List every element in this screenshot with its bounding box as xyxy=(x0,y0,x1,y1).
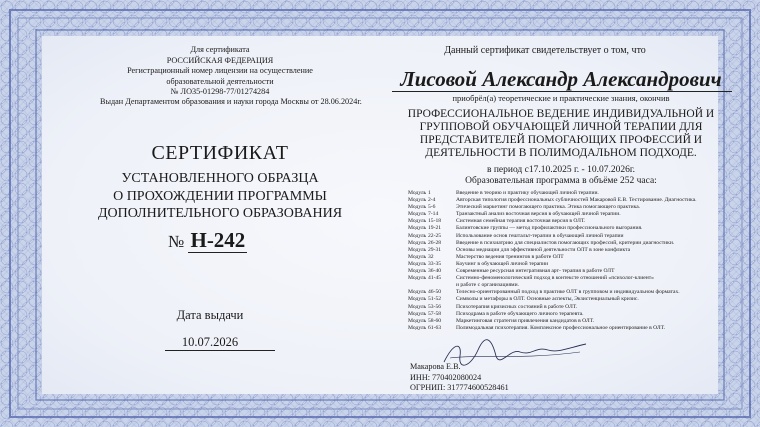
module-word: Модуль xyxy=(408,289,427,296)
program-line: ПРОФЕССИОНАЛЬНОЕ ВЕДЕНИЕ ИНДИВИДУАЛЬНОЙ И xyxy=(407,108,715,120)
acquired-text: приобрёл(а) теоретические и практические знания, окончив xyxy=(452,93,670,103)
module-word: Модуль xyxy=(408,211,427,218)
module-word: Модуль xyxy=(408,218,427,225)
module-word: Модуль xyxy=(408,296,427,303)
license-line: Для сертификата xyxy=(190,45,250,54)
module-title: Маркетинговая стратегия привлечения кандидатов в ОЛТ. xyxy=(456,317,594,324)
program-volume: Образовательная программа в объёме 252 часа: xyxy=(465,176,657,186)
module-number: 19-21 xyxy=(428,225,442,232)
module-title: Этический маркетинг помогающего практика. Этика помогающего практика. xyxy=(456,204,641,211)
module-title: Телесно-ориентированный подход в практике ОЛТ в групповом и индивидуальном форматах. xyxy=(456,289,680,296)
license-line: № ЛО35-01298-77/01274284 xyxy=(170,87,270,97)
module-title: Балинтовские группы — метод профилактики профессионального выгорания. xyxy=(456,225,643,232)
module-title: Системная семейная терапия восточная версия в ОЛТ. xyxy=(456,218,586,225)
module-title: Системно-феноменологический подход в контексте отношений «психолог-клиент» xyxy=(456,275,654,282)
module-word: Модуль xyxy=(408,190,427,196)
module-row xyxy=(408,311,728,318)
module-word: Модуль xyxy=(408,275,427,282)
module-title-continuation: и работе с организациями. xyxy=(456,282,519,289)
license-line: Регистрационный номер лицензии на осуществление xyxy=(127,66,313,76)
module-word: Модуль xyxy=(408,232,427,239)
module-number: 29-31 xyxy=(428,246,442,253)
module-row xyxy=(408,240,728,247)
module-word: Модуль xyxy=(408,303,427,310)
module-number: 36-40 xyxy=(428,268,442,275)
subtitle-line: О ПРОХОЖДЕНИИ ПРОГРАММЫ xyxy=(113,188,327,204)
module-title: Коучинг в обучающей личной терапии xyxy=(456,260,549,267)
module-number: 22-25 xyxy=(428,232,442,239)
program-title xyxy=(385,108,737,160)
module-number: 53-56 xyxy=(428,303,442,310)
module-row xyxy=(408,247,728,254)
module-word: Модуль xyxy=(408,268,427,275)
module-title: Введение в теорию и практику обучающей личной терапии. xyxy=(456,190,599,196)
module-title: Полимодальная психотерапия. Комплексное профессиональное ориентирование в ОЛТ. xyxy=(456,324,665,331)
module-title: Авторская типология профессиональных субличностей Макаровой Е.В. Тестирование. Диагностика. xyxy=(456,197,697,204)
issue-date-underline xyxy=(165,350,275,351)
module-word: Модуль xyxy=(408,324,427,331)
issue-date: 10.07.2026 xyxy=(181,335,239,349)
subtitle-line: УСТАНОВЛЕННОГО ОБРАЗЦА xyxy=(121,171,319,186)
module-number: 2-4 xyxy=(428,197,436,204)
module-word: Модуль xyxy=(408,204,427,211)
module-number: 61-63 xyxy=(428,324,442,331)
holder-underline xyxy=(392,91,732,92)
module-title: Использование основ гештальт-терапии в обучающей личной терапии xyxy=(456,232,624,239)
module-title: Психодрама в работе обучающего личного терапевта. xyxy=(456,310,584,317)
certificate-title: СЕРТИФИКАТ xyxy=(151,142,289,164)
module-number: 33-35 xyxy=(428,260,442,267)
signer-block xyxy=(410,362,509,394)
module-word: Модуль xyxy=(408,246,427,253)
module-title: Психотерапия кризисных состояний в работе ОЛТ. xyxy=(456,303,577,310)
module-number: 57-58 xyxy=(428,310,442,317)
license-block xyxy=(105,45,335,98)
intro-text: Данный сертификат свидетельствует о том, что xyxy=(444,45,646,56)
holder-name: Лисовой Александр Александрович xyxy=(400,67,722,91)
issued-by: Выдан Департаментом образования и науки города Москвы от 28.06.2024г. xyxy=(100,97,362,106)
module-number: 7-14 xyxy=(428,211,439,218)
module-word: Модуль xyxy=(408,239,427,246)
program-line: ГРУППОВОЙ ОБУЧАЮЩЕЙ ЛИЧНОЙ ТЕРАПИИ ДЛЯ xyxy=(419,121,703,133)
module-number: 1 xyxy=(428,190,431,196)
program-line: ДЕЯТЕЛЬНОСТИ В ПОЛИМОДАЛЬНОМ ПОДХОДЕ. xyxy=(425,147,697,159)
module-number: 32 xyxy=(428,253,434,260)
module-row xyxy=(408,325,728,332)
module-title: Транзактный анализ восточная версия в обучающей личной терапии. xyxy=(456,211,621,218)
module-title: Основы медиации для эффективной деятельности ОЛТ в зоне конфликта xyxy=(456,246,631,253)
module-number: 26-28 xyxy=(428,239,442,246)
module-word: Модуль xyxy=(408,260,427,267)
module-row xyxy=(408,233,728,240)
module-number: 58-60 xyxy=(428,317,442,324)
module-row xyxy=(408,261,728,268)
signer-inn: ИНН: 770402080024 xyxy=(410,372,482,382)
module-title: Символы и метафоры в ОЛТ. Основные аспекты, Экзистенциальный кризис. xyxy=(456,296,639,303)
module-row xyxy=(408,225,728,232)
license-line: РОССИЙСКАЯ ФЕДЕРАЦИЯ xyxy=(166,55,274,65)
module-word: Модуль xyxy=(408,310,427,317)
signer-ogrnip: ОГРНИП: 317774600528461 xyxy=(410,383,509,393)
module-row xyxy=(408,304,728,311)
certificate-subtitle xyxy=(95,170,345,223)
module-row xyxy=(408,318,728,325)
module-word: Модуль xyxy=(408,225,427,232)
certificate-number xyxy=(168,228,288,253)
module-number: 46-50 xyxy=(428,289,442,296)
module-title: Введение в психиатрию для специалистов помогающих профессий, критерии диагностики. xyxy=(456,239,675,246)
module-title: Мастерство ведения тренингов в работе ОЛТ xyxy=(456,253,564,260)
module-list xyxy=(408,190,728,332)
module-number: 15-18 xyxy=(428,218,442,225)
issue-date-label: Дата выдачи xyxy=(176,308,244,322)
module-word: Модуль xyxy=(408,317,427,324)
module-row xyxy=(408,254,728,261)
number-sign: № xyxy=(168,232,185,251)
module-title: Современные ресурсная интегративная арт- терапия в работе ОЛТ xyxy=(456,268,615,275)
module-number: 5-6 xyxy=(428,204,436,211)
module-row xyxy=(408,296,728,303)
signer-name: Макарова Е.В. xyxy=(410,362,461,371)
program-line: ПРЕДСТАВИТЕЛЕЙ ПОМОГАЮЩИХ ПРОФЕССИЙ И xyxy=(419,134,703,146)
module-number: 51-52 xyxy=(428,296,442,303)
license-line: образовательной деятельности xyxy=(166,76,274,86)
subtitle-line: ДОПОЛНИТЕЛЬНОГО ОБРАЗОВАНИЯ xyxy=(97,206,343,221)
number-value: Н-242 xyxy=(190,228,246,252)
module-word: Модуль xyxy=(408,197,427,204)
module-number: 41-45 xyxy=(428,275,442,282)
module-word: Модуль xyxy=(408,253,427,260)
study-period: в период с17.10.2025 г. - 10.07.2026г. xyxy=(486,165,636,175)
